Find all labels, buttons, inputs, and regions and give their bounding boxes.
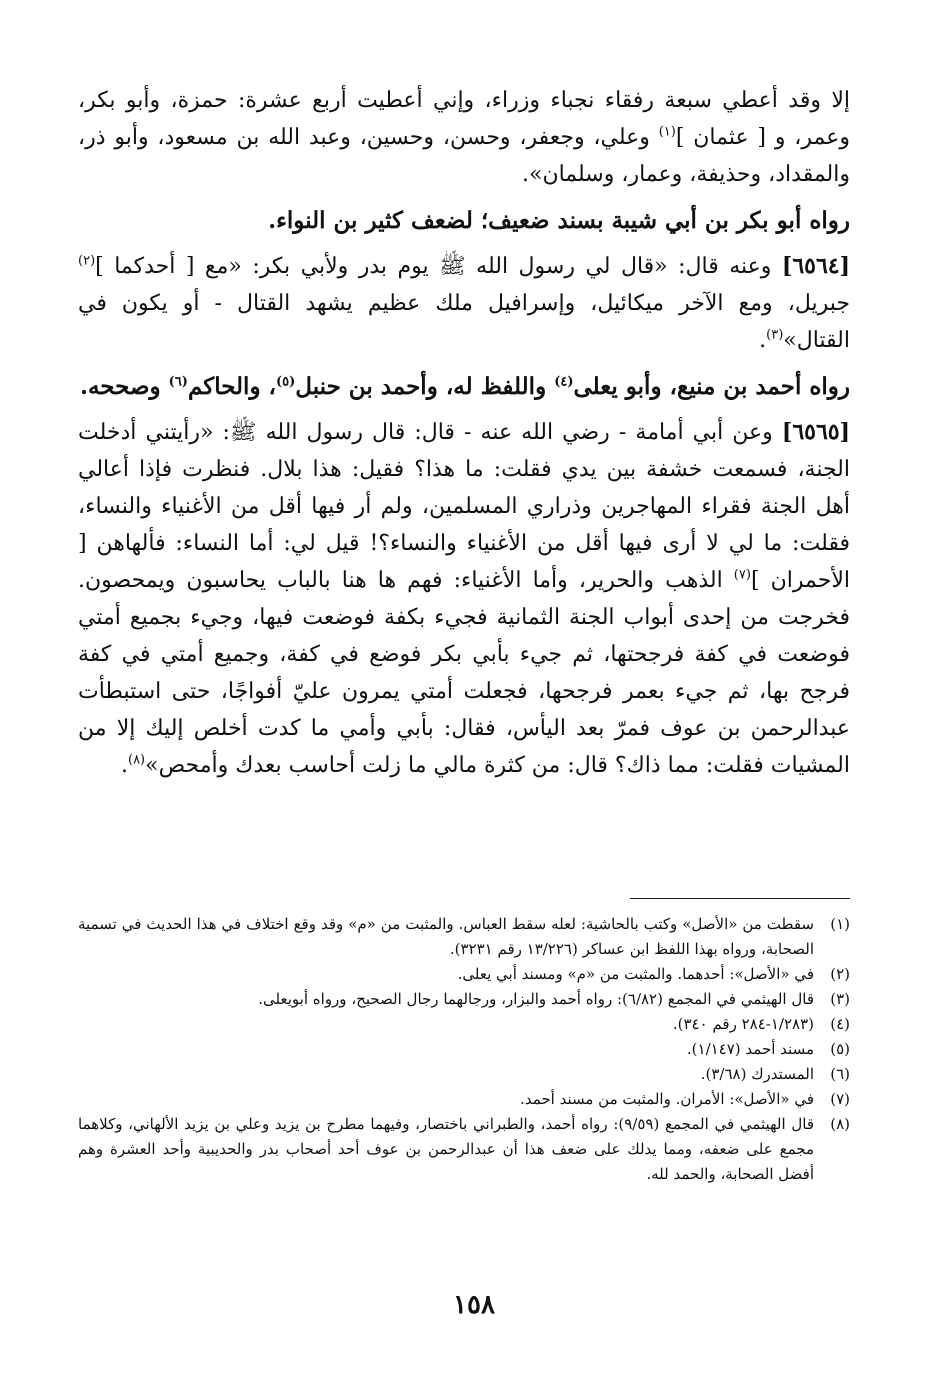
text-run: وعن أبي أمامة - رضي الله عنه - قال: قال رسول الله ﷺ: «رأيتني أدخلت الجنة، فسمعت خشفة بين يدي فقلت: ما هذا؟ فقيل: هذا بلال. فنظرت فإذا أعالي أهل الجنة فقراء المهاجرين وذراري المسلمين، ولم أر فيها أقل من الأغنياء والنساء، فقلت: ما لي لا أرى فيها أقل من الأغنياء والنساء؟! قيل لي: أما النساء: فألهاهن [ الأحمران ] <box>78 420 850 593</box>
footnote-ref-5: (٥) <box>275 374 296 390</box>
footnote <box>78 1087 850 1112</box>
paragraph-5-hadith-6565 <box>78 414 850 784</box>
footnote <box>78 962 850 987</box>
footnote-number: (٤) <box>830 1015 850 1033</box>
footnote <box>78 912 850 962</box>
text-run: ، والحاكم <box>187 373 276 400</box>
hadith-number: [٦٥٦٤] <box>781 253 850 279</box>
page-number: ١٥٨ <box>453 1290 495 1320</box>
text-run: واللفظ له، وأحمد بن حنبل <box>295 373 555 400</box>
text-run: وعنه قال: «قال لي رسول الله ﷺ يوم بدر ولأبي بكر: «مع [ أحدكما ] <box>95 254 782 279</box>
footnote-text: في «الأصل»: أحدهما. والمثبت من «م» ومسند أبي يعلى. <box>457 965 814 983</box>
footnote-ref-7: (٧) <box>733 567 751 583</box>
text-run: جبريل، ومع الآخر ميكائيل، وإسرافيل ملك عظيم يشهد القتال - أو يكون في القتال» <box>78 291 850 353</box>
footnote-text: قال الهيثمي في المجمع (٦/٨٢): رواه أحمد والبزار، ورجالهما رجال الصحيح، ورواه أبويعلى. <box>258 990 814 1008</box>
footnote <box>78 1012 850 1037</box>
paragraph-1 <box>78 82 850 193</box>
footnote-ref-4: (٤) <box>554 374 574 390</box>
footnote-number: (٦) <box>830 1065 850 1083</box>
footnote-ref-8: (٨) <box>127 752 146 768</box>
paragraph-2-takhrij <box>78 202 850 239</box>
footnote <box>78 1037 850 1062</box>
footnote-number: (٥) <box>830 1040 850 1058</box>
main-text <box>78 82 850 793</box>
text-run: إلا وقد أعطي سبعة رفقاء نجباء وزراء، وإني أعطيت أربع عشرة: حمزة، وأبو بكر، وعمر، و [ عثمان ] <box>78 88 851 150</box>
footnote-text: في «الأصل»: الأمران. والمثبت من مسند أحمد. <box>520 1090 814 1108</box>
footnote <box>78 1112 850 1187</box>
footnote-ref-6: (٦) <box>168 374 188 390</box>
footnote-text: مسند أحمد (١/١٤٧). <box>686 1040 814 1058</box>
footnote-ref-3: (٣) <box>766 327 784 343</box>
footnote-text: قال الهيثمي في المجمع (٩/٥٩): رواه أحمد، والطبراني باختصار، وفيهما مطرح بن يزيد وعلي بن يزيد الألهاني، وكلاهما مجمع على ضعفه، ومما يدلك على ضعف هذا أن عبدالرحمن بن عوف أحد أصحاب بدر والحديبية وأحد العشرة وهم أفضل الصحابة، والحمد لله. <box>78 1115 814 1183</box>
footnote-number: (١) <box>830 915 850 933</box>
text-run: رواه أحمد بن منيع، وأبو يعلى <box>573 373 850 400</box>
text-run: . <box>120 753 128 778</box>
hadith-number: [٦٥٦٥] <box>781 419 851 445</box>
footnote-ref-1: (١) <box>658 124 676 140</box>
text-run: وصححه. <box>79 373 169 400</box>
paragraph-3-hadith-6564 <box>78 248 850 359</box>
text-run: . <box>759 328 767 353</box>
paragraph-4-takhrij <box>78 368 850 405</box>
footnote-number: (٣) <box>830 990 850 1008</box>
footnote-number: (٨) <box>830 1115 850 1133</box>
text-run: الذهب والحرير، وأما الأغنياء: فهم ها هنا بالباب يحاسبون ويمحصون. فخرجت من إحدى أبواب الجنة الثمانية فجيء بكفة فوضعت فيها، وجيء بجميع أمتي فوضعت في كفة فرجحتها، ثم جيء بأبي بكر فوضع في كفة، وجميع أمتي في كفة فرجح بها، ثم جيء بعمر فرجحها، فجعلت أمتي يمرون عليّ أفواجًا، حتى استبطأت عبدالرحمن بن عوف فمرّ بعد اليأس، فقال: بأبي وأمي ما كدت أخلص إليك إلا من المشيات فقلت: مما ذاك؟ قال: من كثرة مالي ما زلت أحاسب بعدك وأمحص» <box>78 568 850 778</box>
footnote-number: (٢) <box>830 965 850 983</box>
footnotes <box>78 912 850 1187</box>
footnote-text: المستدرك (٣/٦٨). <box>700 1065 814 1083</box>
footnote-separator <box>630 898 850 899</box>
footnote-ref-2: (٢) <box>78 253 96 269</box>
footnote-text: سقطت من «الأصل» وكتب بالحاشية: لعله سقط العباس. والمثبت من «م» وقد وقع اختلاف في هذا الحديث في تسمية الصحابة، ورواه بهذا اللفظ ابن عساكر (١٣/٢٢٦ رقم ٣٢٣١). <box>78 915 814 958</box>
text-run: وعلي، وجعفر، وحسن، وحسين، وعبد الله بن مسعود، وأبو ذر، والمقداد، وحذيفة، وعمار، وسلمان». <box>78 125 850 187</box>
text-run: رواه أبو بكر بن أبي شيبة بسند ضعيف؛ لضعف كثير بن النواء. <box>268 207 850 234</box>
footnote-number: (٧) <box>830 1090 850 1108</box>
footnote <box>78 1062 850 1087</box>
footnote <box>78 987 850 1012</box>
footnote-text: (١/٢٨٣-٢٨٤ رقم ٣٤٠). <box>672 1015 814 1033</box>
